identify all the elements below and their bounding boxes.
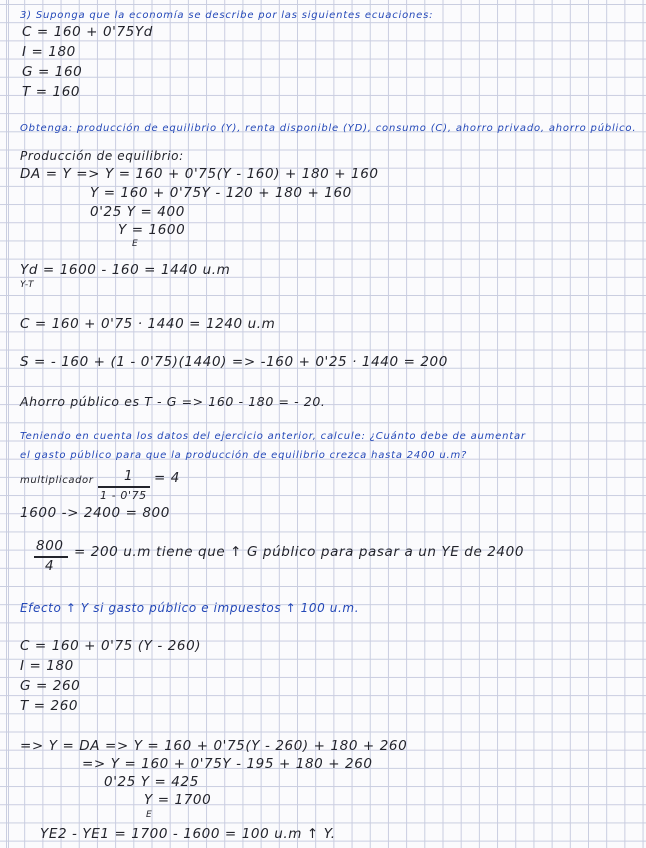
solve2-line-1: => Y = DA => Y = 160 + 0'75(Y - 260) + 180 + 260 [20, 738, 408, 754]
consumption-line: C = 160 + 0'75 · 1440 = 1240 u.m [20, 316, 276, 332]
equilibrium-heading: Producción de equilibrio: [20, 149, 184, 163]
disposable-income-line: Yd = 1600 - 160 = 1440 u.m [20, 262, 231, 278]
new-eq-government: G = 260 [20, 678, 81, 694]
question2-line1: Teniendo en cuenta los datos del ejercicio anterior, calcule: ¿Cuánto debe de aumentar [20, 431, 526, 442]
solve2-subscript: E [146, 810, 153, 820]
multiplier-numerator: 1 [124, 468, 134, 484]
margin-line [8, 0, 9, 848]
increase-text: = 200 u.m tiene que ↑ G público para pasar a un YE de 2400 [74, 544, 525, 560]
equilibrium-line-2: Y = 160 + 0'75Y - 120 + 180 + 160 [90, 185, 352, 201]
increase-denominator: 4 [45, 558, 55, 574]
equilibrium-subscript: E [132, 239, 139, 249]
solve2-line-3: 0'25 Y = 425 [104, 774, 199, 790]
equilibrium-line-1: DA = Y => Y = 160 + 0'75(Y - 160) + 180 + 160 [20, 166, 379, 182]
eq-government: G = 160 [22, 64, 83, 80]
multiplier-result: = 4 [154, 470, 180, 486]
problem-title: 3) Suponga que la economía se describe por las siguientes ecuaciones: [20, 10, 434, 21]
new-eq-investment: I = 180 [20, 658, 74, 674]
solve2-result: Y = 1700 [144, 792, 212, 808]
public-savings-line: Ahorro público es T - G => 160 - 180 = - 20. [20, 394, 326, 409]
question2-line2: el gasto público para que la producción de equilibrio crezca hasta 2400 u.m? [20, 450, 468, 461]
increase-numerator: 800 [36, 538, 64, 554]
question3-line: Efecto ↑ Y si gasto público e impuestos ↑ 100 u.m. [20, 601, 360, 615]
disposable-income-note: Y-T [20, 280, 35, 290]
multiplier-fraction-bar [98, 486, 150, 488]
multiplier-denominator: 1 - 0'75 [100, 489, 147, 502]
new-eq-taxes: T = 260 [20, 698, 79, 714]
multiplier-label: multiplicador [20, 475, 94, 486]
objective-text: Obtenga: producción de equilibrio (Y), renta disponible (YD), consumo (C), ahorro privado, ahorro público. [20, 123, 637, 134]
equilibrium-line-3: 0'25 Y = 400 [90, 204, 185, 220]
difference-line: 1600 -> 2400 = 800 [20, 505, 170, 521]
new-eq-consumption: C = 160 + 0'75 (Y - 260) [20, 638, 202, 654]
savings-line: S = - 160 + (1 - 0'75)(1440) => -160 + 0'25 · 1440 = 200 [20, 354, 448, 370]
eq-investment: I = 180 [22, 44, 76, 60]
eq-taxes: T = 160 [22, 84, 81, 100]
equilibrium-result: Y = 1600 [118, 222, 186, 238]
final-line: YE2 - YE1 = 1700 - 1600 = 100 u.m ↑ Y. [40, 826, 336, 842]
solve2-line-2: => Y = 160 + 0'75Y - 195 + 180 + 260 [82, 756, 373, 772]
eq-consumption: C = 160 + 0'75Yd [22, 24, 153, 40]
